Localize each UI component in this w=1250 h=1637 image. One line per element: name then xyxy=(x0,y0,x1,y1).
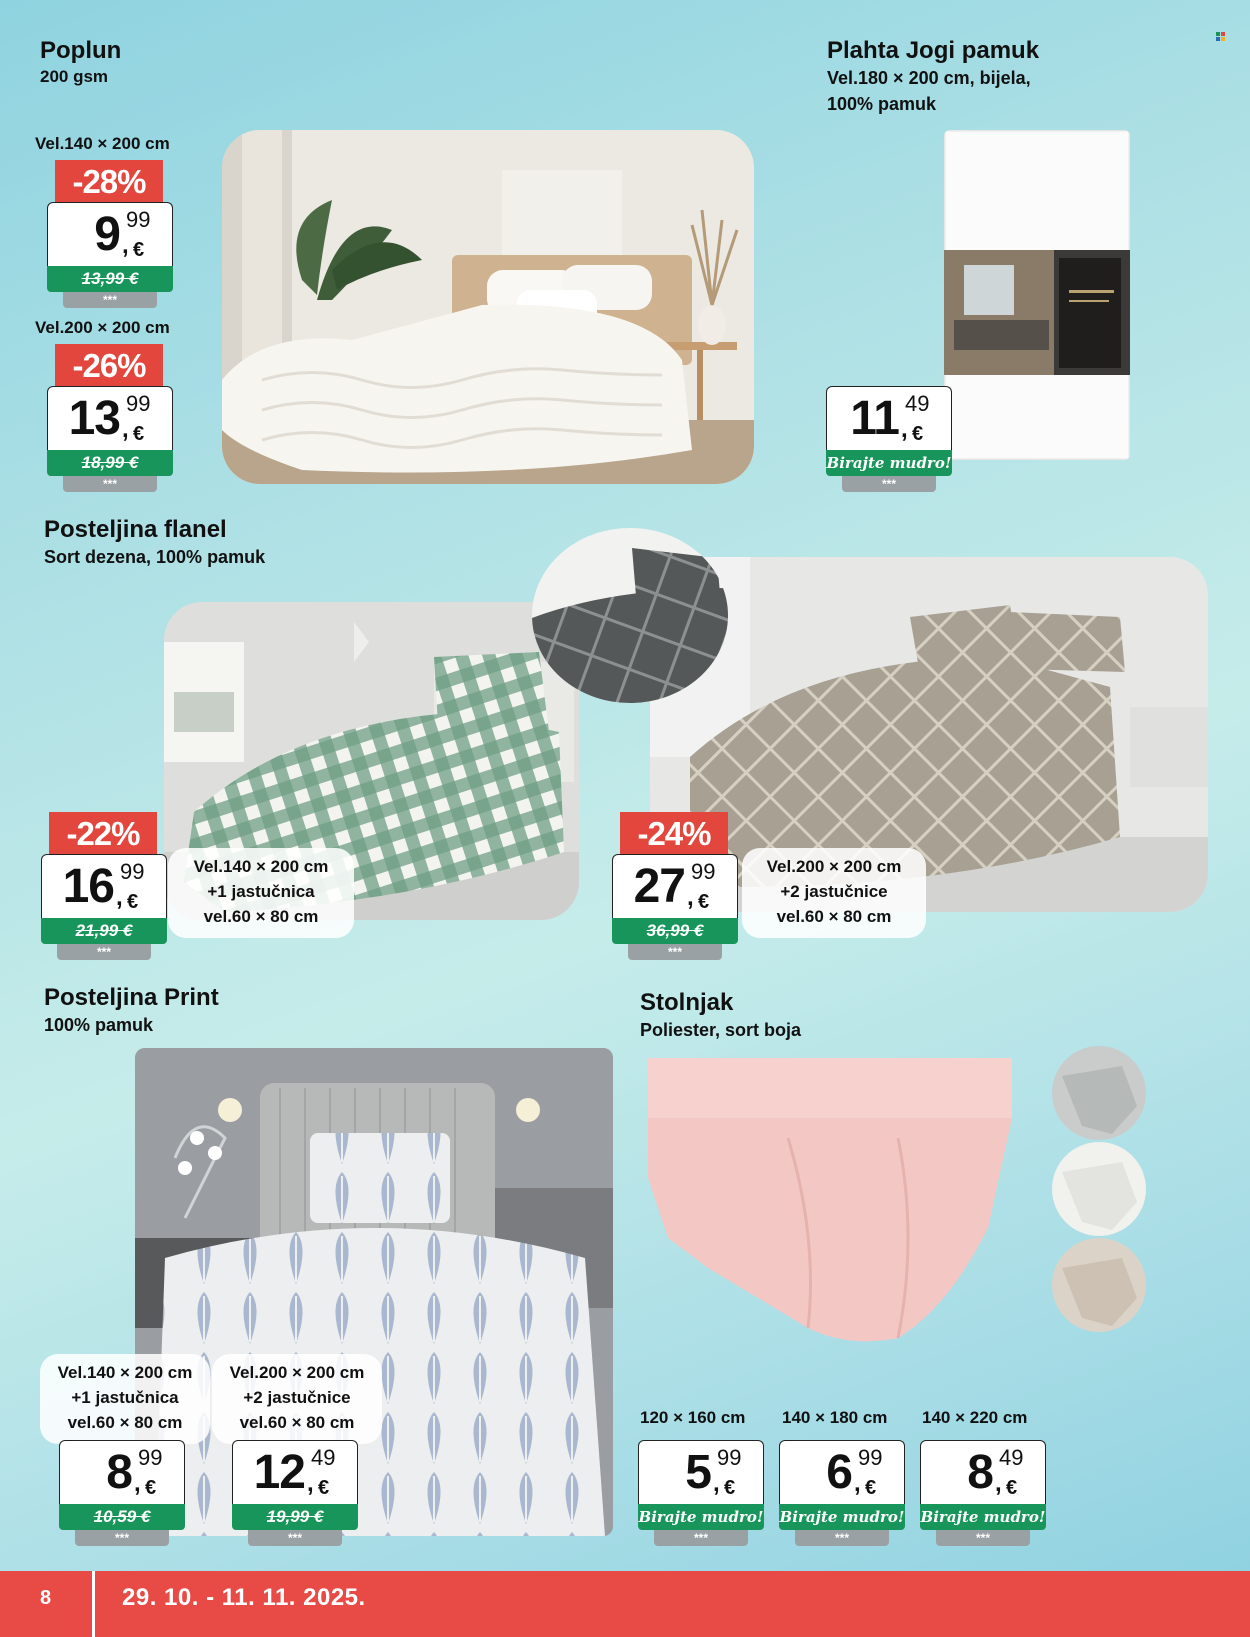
old-price: 19,99 € xyxy=(232,1504,358,1530)
page-number: 8 xyxy=(40,1587,52,1609)
desc-line: Vel.140 × 200 cm xyxy=(193,857,329,876)
price-integer: 16 xyxy=(62,860,114,913)
desc-line: +1 jastučnica xyxy=(71,1388,179,1407)
discount-badge: -26% xyxy=(55,344,163,388)
plahta-line1: Vel.180 × 200 cm, bijela, xyxy=(827,68,1031,88)
price-decimal: 99 xyxy=(138,1445,163,1470)
price-decimal: 99 xyxy=(126,207,151,232)
poplun-title: Poplun xyxy=(40,37,122,64)
old-price: 10,59 € xyxy=(59,1504,185,1530)
desc-line: vel.60 × 80 cm xyxy=(203,907,319,926)
desc-line: +2 jastučnice xyxy=(243,1388,351,1407)
stars-label: *** xyxy=(936,1530,1030,1546)
price-box: 6 99 , € xyxy=(779,1440,905,1504)
price-decimal: 49 xyxy=(311,1445,336,1470)
birajte-mudro-label: Birajte mudro! xyxy=(826,450,952,476)
price-box: 16 99 , € xyxy=(41,854,167,918)
desc-line: vel.60 × 80 cm xyxy=(776,907,892,926)
footer-bar xyxy=(0,1571,1250,1637)
poplun-price-tag-140 xyxy=(47,160,173,310)
price-integer: 8 xyxy=(967,1446,993,1499)
price-currency: € xyxy=(127,891,139,913)
plahta-package-photo xyxy=(944,130,1130,460)
validity-dates: 29. 10. - 11. 11. 2025. xyxy=(122,1584,366,1611)
flanel-price-tag-200 xyxy=(612,812,738,962)
discount-badge: -28% xyxy=(55,160,163,204)
price-box: 13 99 , € xyxy=(47,386,173,450)
discount-badge: -22% xyxy=(49,812,157,856)
price-currency: € xyxy=(145,1477,157,1499)
price-currency: € xyxy=(912,423,924,445)
price-box: 5 99 , € xyxy=(638,1440,764,1504)
stolnjak-price-tag-140-220 xyxy=(920,1440,1046,1546)
stolnjak-price-tag-120 xyxy=(638,1440,764,1546)
birajte-mudro-label: Birajte mudro! xyxy=(779,1504,905,1530)
stars-label: *** xyxy=(248,1530,342,1546)
price-decimal: 99 xyxy=(126,391,151,416)
price-decimal: 99 xyxy=(717,1445,742,1470)
price-currency: € xyxy=(133,423,145,445)
flanel-desc-200 xyxy=(742,848,926,938)
print-bedroom-photo xyxy=(135,1048,613,1536)
stolnjak-title: Stolnjak xyxy=(640,989,734,1016)
price-integer: 6 xyxy=(826,1446,852,1499)
stolnjak-size-140-220: 140 × 220 cm xyxy=(922,1408,1028,1427)
desc-line: Vel.140 × 200 cm xyxy=(57,1363,193,1382)
birajte-mudro-label: Birajte mudro! xyxy=(638,1504,764,1530)
price-currency: € xyxy=(865,1477,877,1499)
stolnjak-beige-swatch xyxy=(1052,1238,1146,1332)
stars-label: *** xyxy=(63,476,157,492)
plahta-title: Plahta Jogi pamuk xyxy=(827,37,1040,64)
stolnjak-price-tag-140-180 xyxy=(779,1440,905,1546)
flanel-grey-swatch xyxy=(532,528,728,703)
price-integer: 13 xyxy=(68,392,120,445)
flanel-desc-140 xyxy=(168,848,354,938)
price-currency: € xyxy=(318,1477,330,1499)
stolnjak-pink-photo xyxy=(648,1058,1012,1348)
stars-label: *** xyxy=(75,1530,169,1546)
plahta-line2: 100% pamuk xyxy=(827,94,937,114)
stolnjak-grey-swatch xyxy=(1052,1046,1146,1140)
old-price: 13,99 € xyxy=(47,266,173,292)
stars-label: *** xyxy=(842,476,936,492)
footer-divider xyxy=(92,1571,95,1637)
desc-line: vel.60 × 80 cm xyxy=(239,1413,355,1432)
price-currency: € xyxy=(1006,1477,1018,1499)
price-integer: 12 xyxy=(253,1446,305,1499)
flanel-subtitle: Sort dezena, 100% pamuk xyxy=(44,547,266,567)
flanel-price-tag-140 xyxy=(41,812,167,962)
old-price: 21,99 € xyxy=(41,918,167,944)
stars-label: *** xyxy=(63,292,157,308)
price-integer: 9 xyxy=(94,208,120,261)
print-subtitle: 100% pamuk xyxy=(44,1015,154,1035)
price-box: 9 99 , € xyxy=(47,202,173,266)
price-decimal: 49 xyxy=(999,1445,1024,1470)
print-desc-140 xyxy=(40,1354,210,1444)
brand-mark-icon xyxy=(1216,32,1226,42)
print-price-tag-200 xyxy=(232,1440,358,1546)
price-integer: 11 xyxy=(850,392,899,445)
price-box: 12 49 , € xyxy=(232,1440,358,1504)
price-integer: 27 xyxy=(633,860,685,913)
price-decimal: 99 xyxy=(120,859,145,884)
price-integer: 5 xyxy=(685,1446,711,1499)
price-currency: € xyxy=(133,239,145,261)
print-title: Posteljina Print xyxy=(44,984,219,1011)
desc-line: vel.60 × 80 cm xyxy=(67,1413,183,1432)
discount-badge: -24% xyxy=(620,812,728,856)
birajte-mudro-label: Birajte mudro! xyxy=(920,1504,1046,1530)
stars-label: *** xyxy=(795,1530,889,1546)
poplun-subtitle: 200 gsm xyxy=(40,67,109,86)
price-currency: € xyxy=(698,891,710,913)
stolnjak-size-120: 120 × 160 cm xyxy=(640,1408,746,1427)
poplun-size-200: Vel.200 × 200 cm xyxy=(35,318,170,337)
print-desc-200 xyxy=(212,1354,382,1444)
stars-label: *** xyxy=(57,944,151,960)
price-box: 27 99 , € xyxy=(612,854,738,918)
stolnjak-size-140-180: 140 × 180 cm xyxy=(782,1408,888,1427)
poplun-bedroom-photo xyxy=(222,130,754,484)
old-price: 36,99 € xyxy=(612,918,738,944)
price-decimal: 49 xyxy=(905,391,930,416)
poplun-size-140: Vel.140 × 200 cm xyxy=(35,134,170,153)
price-currency: € xyxy=(724,1477,736,1499)
flanel-title: Posteljina flanel xyxy=(44,516,227,543)
price-box: 8 99 , € xyxy=(59,1440,185,1504)
price-decimal: 99 xyxy=(691,859,716,884)
stolnjak-white-swatch xyxy=(1052,1142,1146,1236)
plahta-price-tag xyxy=(826,386,952,492)
desc-line: +1 jastučnica xyxy=(207,882,315,901)
price-box: 8 49 , € xyxy=(920,1440,1046,1504)
print-price-tag-140 xyxy=(59,1440,185,1546)
price-box: 11 49 , € xyxy=(826,386,952,450)
price-integer: 8 xyxy=(106,1446,132,1499)
desc-line: +2 jastučnice xyxy=(780,882,888,901)
stolnjak-subtitle: Poliester, sort boja xyxy=(640,1020,802,1040)
old-price: 18,99 € xyxy=(47,450,173,476)
stars-label: *** xyxy=(628,944,722,960)
price-decimal: 99 xyxy=(858,1445,883,1470)
stars-label: *** xyxy=(654,1530,748,1546)
desc-line: Vel.200 × 200 cm xyxy=(229,1363,365,1382)
poplun-price-tag-200 xyxy=(47,344,173,494)
desc-line: Vel.200 × 200 cm xyxy=(766,857,902,876)
